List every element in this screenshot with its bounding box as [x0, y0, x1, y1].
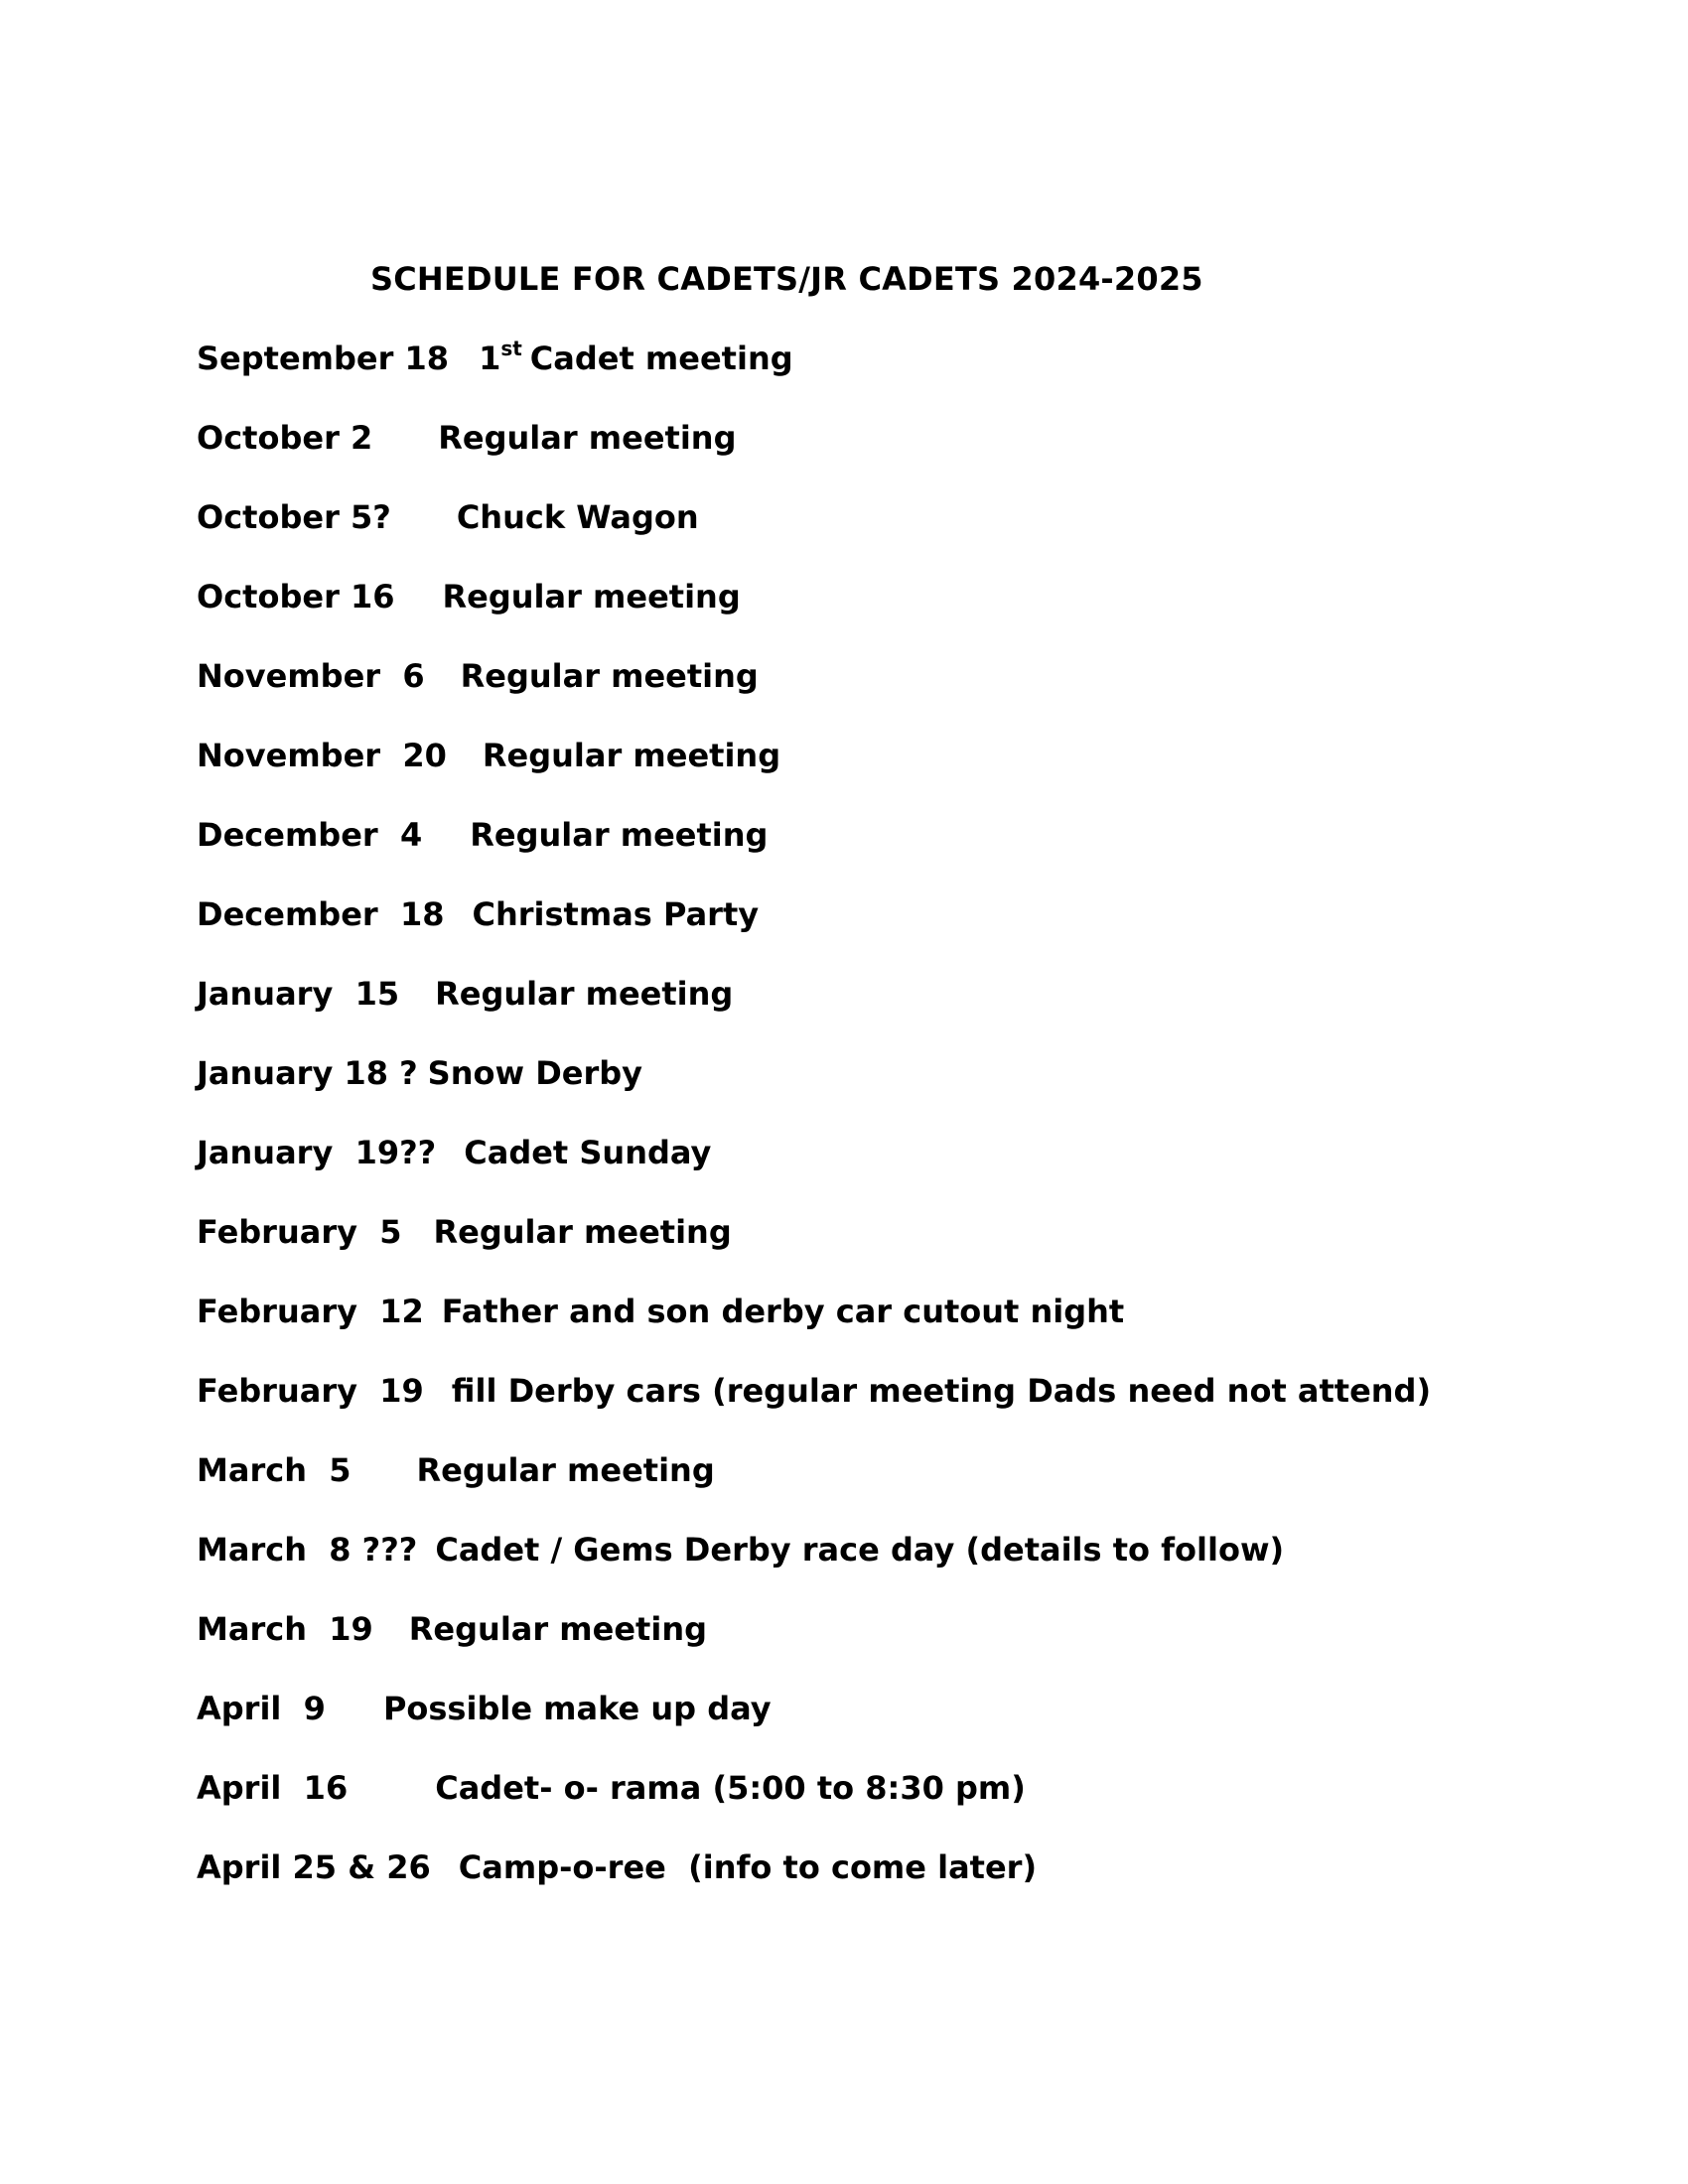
entry-event: Regular meeting — [433, 1213, 732, 1251]
entry-event: Cadet- o- rama (5:00 to 8:30 pm) — [435, 1769, 1026, 1807]
entry-event: Regular meeting — [438, 419, 737, 457]
entry-event: Possible make up day — [382, 1690, 772, 1727]
entry-date: February 5 — [197, 1213, 402, 1251]
entry-date: March 8 ??? — [197, 1531, 418, 1569]
schedule-entry — [197, 338, 1431, 417]
entry-date: October 16 — [197, 578, 395, 615]
entry-event: Regular meeting — [408, 1610, 707, 1648]
entry-event: Cadet / Gems Derby race day (details to follow) — [435, 1531, 1285, 1569]
entry-event: Regular meeting — [460, 657, 759, 695]
entry-date: March 19 — [197, 1610, 373, 1648]
entry-ordinal-suffix: st — [500, 337, 522, 360]
entry-date: April 25 & 26 — [197, 1848, 431, 1886]
schedule-entry — [197, 1688, 1431, 1767]
entry-date: December 4 — [197, 816, 423, 854]
schedule-entry — [197, 417, 1431, 496]
schedule-entry — [197, 576, 1431, 655]
entry-event: Regular meeting — [416, 1451, 715, 1489]
entry-date: January 19?? — [197, 1134, 437, 1171]
schedule-entry — [197, 893, 1431, 973]
entry-date: October 5? — [197, 498, 391, 536]
schedule-entry — [197, 1767, 1431, 1846]
schedule-entry — [197, 1608, 1431, 1688]
entry-event: Camp-o-ree (info to come later) — [458, 1848, 1038, 1886]
entry-date: October 2 — [197, 419, 373, 457]
schedule-entry — [197, 1132, 1431, 1211]
schedule-entry — [197, 1846, 1431, 1926]
schedule-entry — [197, 655, 1431, 735]
schedule-entry — [197, 735, 1431, 814]
entry-event: Regular meeting — [482, 737, 781, 774]
entry-event: Christmas Party — [472, 895, 760, 933]
entry-date: April 16 — [197, 1769, 349, 1807]
entry-ordinal-number: 1 — [479, 340, 501, 377]
entry-date: January 15 — [197, 975, 400, 1013]
schedule-entry — [197, 1529, 1431, 1608]
entry-date: November 6 — [197, 657, 425, 695]
entry-date: September 18 — [197, 340, 450, 377]
entry-event: Father and son derby car cutout night — [441, 1293, 1125, 1330]
schedule-entry — [197, 1449, 1431, 1529]
schedule-entry — [197, 496, 1431, 576]
entry-event: Regular meeting — [435, 975, 734, 1013]
entry-event: fill Derby cars (regular meeting Dads need not attend) — [451, 1372, 1432, 1410]
entry-date: November 20 — [197, 737, 447, 774]
schedule-list — [197, 338, 1431, 1926]
schedule-entry — [197, 1211, 1431, 1291]
entry-date: February 12 — [197, 1293, 424, 1330]
entry-event: Snow Derby — [427, 1054, 642, 1092]
entry-event: Regular meeting — [470, 816, 769, 854]
schedule-entry — [197, 973, 1431, 1052]
document-title: SCHEDULE FOR CADETS/JR CADETS 2024-2025 — [370, 260, 1203, 298]
entry-date: April 9 — [197, 1690, 326, 1727]
entry-event: Cadet meeting — [529, 340, 793, 377]
entry-event: Chuck Wagon — [456, 498, 699, 536]
entry-event: Regular meeting — [442, 578, 741, 615]
schedule-entry — [197, 1370, 1431, 1449]
entry-date: March 5 — [197, 1451, 352, 1489]
schedule-entry — [197, 814, 1431, 893]
schedule-entry — [197, 1291, 1431, 1370]
schedule-entry — [197, 1052, 1431, 1132]
entry-event: Cadet Sunday — [464, 1134, 712, 1171]
entry-date: December 18 — [197, 895, 445, 933]
entry-date: February 19 — [197, 1372, 424, 1410]
entry-date: January 18 ? — [197, 1054, 418, 1092]
